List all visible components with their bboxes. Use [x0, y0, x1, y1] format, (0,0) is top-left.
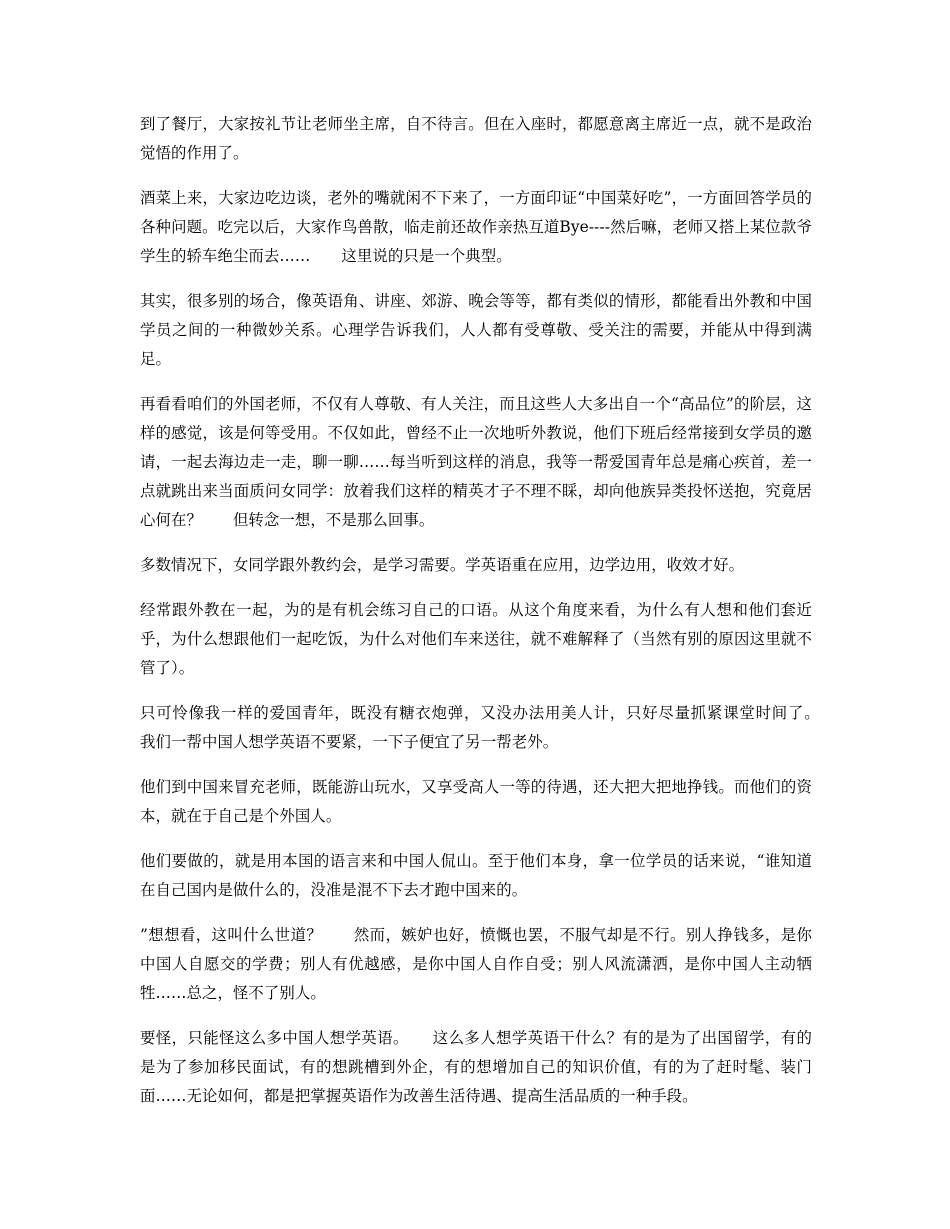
- article-body: [140, 110, 843, 1111]
- paragraph: 要怪，只能怪这么多中国人想学英语。 这么多人想学英语干什么？有的是为了出国留学，有的是为了参加移民面试，有的想跳槽到外企，有的想增加自己的知识价值，有的为了赶时髦、装门面……无论如何，都是把掌握英语作为改善生活待遇、提高生活品质的一种手段。: [140, 1029, 812, 1105]
- paragraph: 多数情况下，女同学跟外教约会，是学习需要。学英语重在应用，边学边用，收效才好。: [140, 556, 745, 574]
- paragraph: 只可怜像我一样的爱国青年，既没有糖衣炮弹，又没办法用美人计，只好尽量抓紧课堂时间了。 我们一帮中国人想学英语不要紧，一下子便宜了另一帮老外。: [140, 704, 843, 751]
- paragraph: 他们要做的，就是用本国的语言来和中国人侃山。至于他们本身，拿一位学员的话来说，“谁知道在自己国内是做什么的，没准是混不下去才跑中国来的。: [140, 852, 812, 899]
- paragraph: 经常跟外教在一起，为的是有机会练习自己的口语。从这个角度来看，为什么有人想和他们套近乎，为什么想跟他们一起吃饭，为什么对他们车来送往，就不难解释了（当然有别的原因这里就不管了）。: [140, 601, 812, 677]
- paragraph: 酒菜上来，大家边吃边谈，老外的嘴就闲不下来了，一方面印证“中国菜好吃”，一方面回答学员的各种问题。吃完以后，大家作鸟兽散，临走前还故作亲热互道Bye----然后嘛，老师又搭上某位款爷学生的轿车绝尘而去…… 这里说的只是一个典型。: [140, 189, 812, 265]
- paragraph: 其实，很多别的场合，像英语角、讲座、郊游、晚会等等，都有类似的情形，都能看出外教和中国学员之间的一种微妙关系。心理学告诉我们，人人都有受尊敬、受关注的需要，并能从中得到满足。: [140, 292, 812, 368]
- paragraph: 他们到中国来冒充老师，既能游山玩水，又享受高人一等的待遇，还大把大把地挣钱。而他们的资本，就在于自己是个外国人。: [140, 778, 812, 825]
- paragraph: 到了餐厅，大家按礼节让老师坐主席，自不待言。但在入座时，都愿意离主席近一点，就不是政治觉悟的作用了。: [140, 115, 812, 162]
- paragraph: ”想想看，这叫什么世道？ 然而，嫉妒也好，愤慨也罢，不服气却是不行。别人挣钱多，是你中国人自愿交的学费；别人有优越感，是你中国人自作自受；别人风流潇洒，是你中国人主动牺牲……总之，怪不了别人。: [140, 926, 812, 1002]
- paragraph: 再看看咱们的外国老师，不仅有人尊敬、有人关注，而且这些人大多出自一个“高品位”的阶层，这样的感觉，该是何等受用。不仅如此，曾经不止一次地听外教说，他们下班后经常接到女学员的邀请，一起去海边走一走，聊一聊……每当听到这样的消息，我等一帮爱国青年总是痛心疾首，差一点就跳出来当面质问女同学：放着我们这样的精英才子不理不睬，却向他族异类投怀送抱，究竟居心何在？ 但转念一想，不是那么回事。: [140, 395, 812, 529]
